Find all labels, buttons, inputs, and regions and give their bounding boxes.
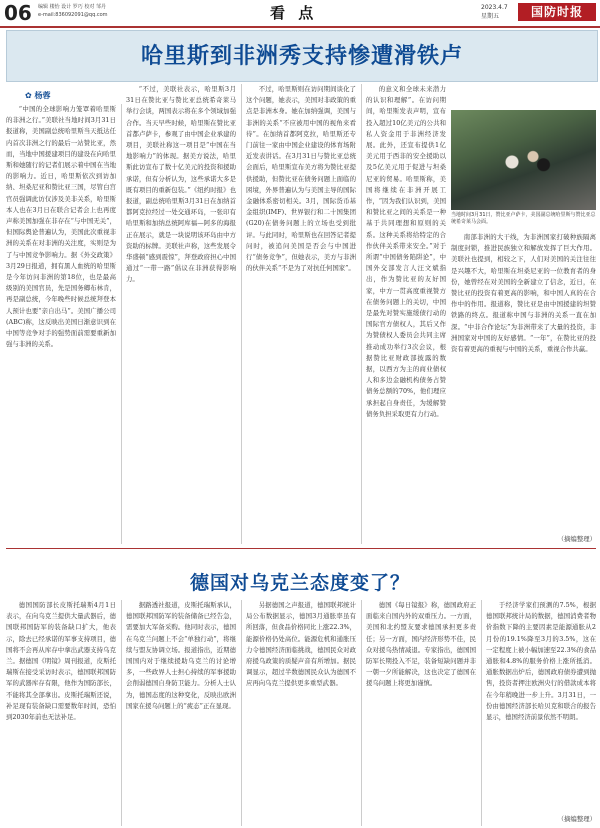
article2-col2-text: 据路透社报道，皮斯托瑞斯承认，德国联邦国防军的装备储备已经告急，需要加大军备采购。他同时表示，德国在乌克兰问题上不会“单独行动”，将继续与盟友协调立场。报道指出，近期德国国内对于继续援助乌克兰的讨论增多，一些政界人士担心持续的军事援助会削弱德国自身防卫能力。分析人士认为，德国态度的这种变化，反映出欧洲国家在援乌问题上的“疲态”正在显现。 — [126, 601, 236, 710]
article1-col2 — [126, 84, 236, 544]
editor-line: 编辑 楼怡 设计 罗巧 校对 邹丹 — [38, 4, 106, 10]
article1-author: ✿ 杨蓉 — [25, 91, 51, 100]
article1-col1 — [6, 104, 116, 544]
article2-col1-text: 德国国防部长皮斯托瑞斯4月1日表示，在向乌克兰提供大量武器后，德国联邦国防军的装备缺口扩大，他表示，除去已经承诺的军事支持项目，德国将不会再从库存中拿出武器支持乌克兰。据德国《明镜》周刊报道，皮斯托瑞斯在接受采访时表示，德国联邦国防军的武器库存有限，他作为国防部长，不能将其全部拿出。皮斯托瑞斯还说，补足现有装备缺口需要数年时间，恐怕到2030年前也无法补足。 — [6, 601, 116, 722]
article2-col5-text: 于经济学家们预测的7.5%，根据德国联邦统计局的数据，德国消费者物价指数下降的主要因素是能源通胀从2月份的19.1%降至3月的3.5%，这在一定程度上被小幅加速至22.3%的食品通胀和4.8%的服务价格上涨所抵消。通胀数据出炉后，德国政府债券遭到抛售，投资者押注欧洲央行的借款成本将在今年稍晚进一步上升。3月31日，一份由德国经济部长哈贝克和联合的报告显示，德国经济前景依然不明朗。 — [486, 601, 596, 722]
editor-info — [38, 3, 108, 19]
article1-source: （摘编整理） — [557, 535, 596, 543]
column-divider — [121, 104, 122, 544]
article1-col2-text: “不过，美联社表示，哈里斯3月31日在赞比亚与赞比亚总统希奇莱马举行会谈，两国表示将在多个领域加强合作。当天早些时候，哈里斯在赞比亚首都卢萨卡，参观了由中国企业承建的项目，美联社称这一项目是“中国在当地影响力”的体现。据美方说法，哈里斯此访宣布了数十亿美元的投资和援助承诺，但有分析认为，这些承诺大多是既有项目的重新包装。”《纽约时报》也报道，副总统哈里斯3月31日在加纳首都阿克拉经过一处交通环岛，一张印有哈里斯和加纳总统阿库福—阿多的海报正在展示，就是一块说明该环岛由中方资助的标牌。美联社声称，这些发展令华盛顿“感到震惊”，拜登政府担心中国通过“一带一路”倡议在非洲获得影响力。 — [126, 85, 236, 284]
section-name: 看 点 — [270, 4, 318, 22]
article1-col1-text: “中国的全球影响力笼罩着哈里斯的非洲之行。”美联社当地时间3月31日报道称，美国副总统哈里斯当天抵达任内首次非洲之行的最后一站赞比亚，然而，当地中国援建项目的建设在向哈里斯和她随行的记者们展示着中国在当地的影响力。近日，哈里斯依次到访加纳、坦桑尼亚和赞比亚三国，尽管白宫官员强调此访仅涉及美非关系，哈里斯本人也在3月日在联合记者会上也再度声称美国加强在非存在“与中国无关”，但国际舆论普遍认为，美国此次重视非洲的关系在对非洲的关注度，实则是为了与中国竞争影响力。据《外交政策》3月29日报道，拥有黑人血统的哈里斯是今年访问非洲的第18位，也是最高级别的美国官员，先是国务卿布林肯，再是副总统，今年晚些时候总统拜登本人预计也要“亲自出马”。美国广播公司(ABC)称，这反映出美国日渐意识到在中国等竞争对手的强势面前需要重新加强与非洲的关系。 — [6, 105, 116, 349]
article1-col3-text: 不过，哈里斯则在访问期间谈化了这个问题，她表示，美国对非政策的重点是非洲本身。她在加纳强调，美国与非洲的关系“不应被用中国的视角来看待”。在加纳首都阿克拉，哈里斯还专门前往一家由中国企业建设的体育场附近发表讲话。在3月31日与赞比亚总统会面后，哈里斯宣布美方将为赞比亚提供援助，但赞比亚在债务问题上面临的困境，外界普遍认为与美国主导的国际金融体系密切相关。3月，国际货币基金组织(IMF)、世界银行和二十国集团(G20)在债务问题上的立场也受到批评。与此同时，哈里斯也在回答记者提问时，被追问美国是否会与中国进行“债务竞争”，但她表示，美方与非洲的伙伴关系“不是为了对抗任何国家”。 — [246, 85, 356, 273]
article2-col3-text: 另据德国之声报道，德国联邦统计局公布数据显示，德国3月通胀率虽有所回落，但食品价格同比上涨22.3%，能源价格仍处高位。能源危机和通胀压力令德国经济面临挑战，德国民众对政府援乌政策的质疑声音有所增加。据民调显示，超过半数德国民众认为德国不应再向乌克兰提供更多重型武器。 — [246, 601, 356, 688]
page-number: 06 — [4, 1, 32, 25]
author-name: 杨蓉 — [34, 91, 51, 100]
article2-col4-text: 德国《每日镜报》称，德国政府正面临来自国内外的双重压力。一方面，美国和北约盟友要求德国承担更多责任；另一方面，国内经济形势不佳，民众对援乌热情减退。专家指出，德国国防军长期投入不足，装备短缺问题并非一朝一夕所能解决，这也决定了德国在援乌问题上将更加谨慎。 — [366, 601, 476, 688]
newspaper-logo: 国防时报 — [518, 3, 596, 21]
photo-figures — [491, 140, 561, 195]
issue-date-block — [481, 3, 508, 21]
column-divider — [361, 84, 362, 544]
issue-date: 2023.4.7 — [481, 4, 508, 11]
article2-col5 — [486, 600, 596, 812]
column-divider — [121, 600, 122, 826]
column-divider — [481, 600, 482, 826]
article2-title: 德国对乌克兰态度变了？ — [189, 572, 410, 594]
column-divider — [241, 600, 242, 826]
column-divider — [241, 84, 242, 544]
article2-col4 — [366, 600, 476, 826]
article1-photo — [451, 110, 596, 210]
section-divider — [6, 548, 596, 549]
article1-title: 哈里斯到非洲秀支持惨遭滑铁卢 — [140, 44, 463, 69]
column-divider — [361, 600, 362, 826]
article1-col4 — [366, 84, 446, 544]
article2-col2 — [126, 600, 236, 826]
page-header — [0, 0, 600, 28]
article2-col1 — [6, 600, 116, 826]
article2-col3 — [246, 600, 356, 826]
article2-source: （摘编整理） — [557, 815, 596, 823]
article1-title-banner — [6, 30, 598, 82]
issue-weekday: 星期五 — [481, 13, 500, 20]
article1-col5 — [451, 232, 596, 532]
article1-col4-text: 的意义和全球未来潜力的认识和理解”。在访问期间，哈里斯发表声明，宣布投入超过10亿美元的公共和私人资金用于非洲经济发展。此外，还宣布提供1亿美元用于西非的安全援助以及5亿美元用于促进与坦桑尼亚的贸易。哈里斯称，美国将继续在非洲开展工作，“因为我们认识到，美国和赞比亚之间的关系是一种基于共同理想和原则的关系。这种关系将给特定的合作伙伴关系带来安全。”对于所谓“中国债务陷阱论”，中国外交部发言人汪文斌指出，作为赞比亚的友好国家，中方一贯高度重视赞方在债务问题上的关切，中国是最先对赞实施缓债行动的国际官方债权人，其后又作为赞债权人委员会共同主席推动成功举行3次会议，根据赞比亚财政部披露的数据，以西方为主的商业债权人和多边金融机构债务占赞债务总额的70%，他们理应承担起自身责任，为缓解赞债务负担采取更有力行动。 — [366, 85, 446, 418]
article1-col5-text: 南部非洲的大干线，为非洲国家打破种族隔离制度封锁，推进民族独立和解放发挥了巨大作用。美联社也提到，相较之下，人们对美国的关注往往是兴趣不大，哈里斯在坦桑尼亚的一位教育者的身份，她曾经在对美国的全新建立了信念，近日，在赞比亚的投资有着更高的影响，和中国人真的在合作中的作用。报道称，赞比亚是由中国援建的坦赞铁路的终点。报道称中国与非洲的关系一直在加深。“中非合作论坛”为非洲带来了大量的投资，非洲国家对中国的友好感情。“一年”，在赞比亚的投资有着更高的重视与中国的关系，重视合作共赢。 — [451, 233, 596, 354]
photo-caption: 当地时间3月31日，赞比亚卢萨卡，美国副总统哈里斯与赞比亚总统希奇莱马会面。 — [451, 212, 596, 225]
article1-col3 — [246, 84, 356, 544]
email: e-mail:836092091@qq.com — [38, 12, 108, 18]
